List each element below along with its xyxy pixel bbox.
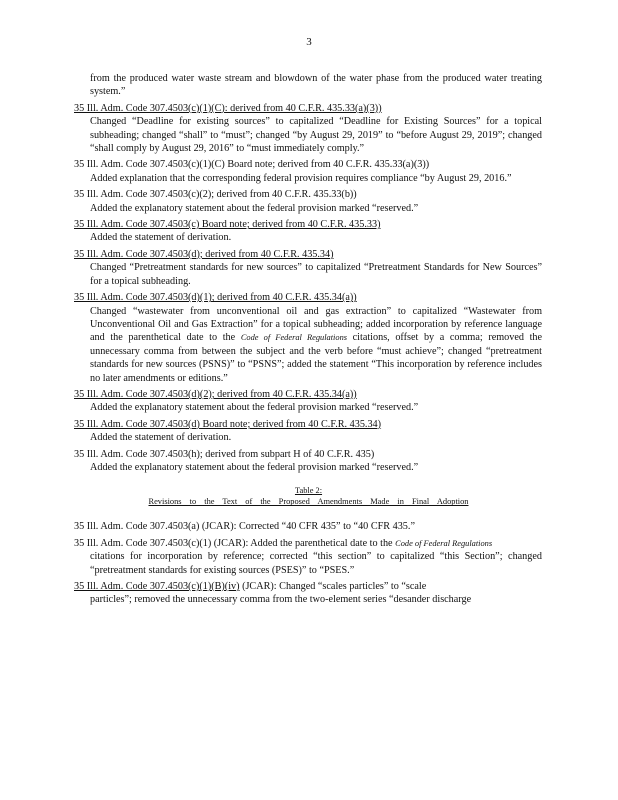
entry-text: Changed “Pretreatment standards for new sources” to capitalized “Pretreatment Standards for New Sources” for a topical subheading. <box>90 262 542 287</box>
entry-heading-text: 35 Ill. Adm. Code 307.4503(c)(1) (JCAR): Added the parenthetical date to the <box>74 537 393 549</box>
cfr-italic: Code of Federal Regulations <box>395 538 493 548</box>
continuation-text: from the produced water waste stream and blowdown of the water phase from the produced water treating system.” <box>90 73 542 98</box>
entry2-c1Biv <box>0 580 618 607</box>
entry-heading <box>0 537 618 550</box>
table-title: Revisions to the Text of the Proposed Amendments Made in Final Adoption <box>148 497 469 507</box>
entry-heading: 35 Ill. Adm. Code 307.4503(d)(2); derived from 40 C.F.R. 435.34(a)) <box>74 388 357 400</box>
entry-heading-citation: 35 Ill. Adm. Code 307.4503(c)(1)(B)(iv) <box>74 581 240 592</box>
entry-text-part: citations, offset by a comma; removed the unnecessary comma from between the subject and the verb before “must achieve”; changed “pretreatment standards for new sources (PSNS)” to “PSNS”; added the statement “This incorporation by reference includes no later amendments or editions.” <box>90 332 543 384</box>
entry-d2 <box>0 388 618 415</box>
table-caption <box>0 485 618 508</box>
table-number: Table 2: <box>294 486 323 496</box>
entry-heading <box>0 580 618 593</box>
entry-heading: 35 Ill. Adm. Code 307.4503(d) Board note; derived from 40 C.F.R. 435.34) <box>74 418 382 430</box>
entry-text: Added the explanatory statement about the federal provision marked “reserved.” <box>90 202 419 214</box>
continuation-paragraph <box>0 72 618 99</box>
page-number: 3 <box>306 36 312 48</box>
entry2-c1 <box>0 537 618 577</box>
entry-d1 <box>0 291 618 385</box>
entry-c1C-board-note <box>0 158 618 185</box>
entry-heading: 35 Ill. Adm. Code 307.4503(d); derived from 40 C.F.R. 435.34) <box>74 248 334 260</box>
entry-text-part: Changed “wastewater from unconventional oil and gas extraction” to capitalized “Wastewater from Unconventional Oil and Gas Extraction” for a topical subheading; added incorporation by reference language and the parenthetical date to the <box>90 305 542 344</box>
entry-text: Added the explanatory statement about the federal provision marked “reserved.” <box>90 402 419 414</box>
entry-heading: 35 Ill. Adm. Code 307.4503(c)(1)(C) Board note; derived from 40 C.F.R. 435.33(a)(3)) <box>74 159 430 171</box>
entry-c1C <box>0 102 618 156</box>
entry-heading: 35 Ill. Adm. Code 307.4503(c)(1)(C): derived from 40 C.F.R. 435.33(a)(3)) <box>74 102 382 114</box>
entry-text: Changed “Deadline for existing sources” to capitalized “Deadline for Existing Sources” for a topical subheading; changed “shall” to “must”; changed “by August 29, 2019” to “before August 29, 2019”; changed “shall comply by August 29, 2016” to “must immediately comply.” <box>90 116 542 155</box>
entry-text <box>0 305 618 385</box>
entry-c2 <box>0 188 618 215</box>
entry-text: citations for incorporation by reference; corrected “this section” to capitalized “this Section”; changed “pretreatment standards for existing sources (PSES)” to “PSES.” <box>90 551 542 576</box>
entry-heading: 35 Ill. Adm. Code 307.4503(a) (JCAR): Corrected “40 CFR 435” to “40 CFR 435.” <box>74 521 415 533</box>
entry-heading-text: (JCAR): Changed “scales particles” to “scale <box>242 581 427 592</box>
entry-heading: 35 Ill. Adm. Code 307.4503(h); derived from subpart H of 40 C.F.R. 435) <box>74 448 375 460</box>
entry-text: particles”; removed the unnecessary comma from the two-element series “desander discharge <box>90 594 472 606</box>
entry-text: Added the explanatory statement about the federal provision marked “reserved.” <box>90 461 419 473</box>
entry-text: Added the statement of derivation. <box>90 432 232 444</box>
entry2-a <box>0 520 618 533</box>
entry-heading: 35 Ill. Adm. Code 307.4503(d)(1); derived from 40 C.F.R. 435.34(a)) <box>74 292 357 304</box>
entry-text: Added the statement of derivation. <box>90 232 232 244</box>
document-body <box>0 72 618 610</box>
entry-heading: 35 Ill. Adm. Code 307.4503(c) Board note; derived from 40 C.F.R. 435.33) <box>74 219 381 231</box>
cfr-italic: Code of Federal Regulations <box>240 333 348 343</box>
entry-h <box>0 448 618 475</box>
entry-heading: 35 Ill. Adm. Code 307.4503(c)(2); derived from 40 C.F.R. 435.33(b)) <box>74 189 357 201</box>
entry-d <box>0 248 618 288</box>
entry-d-board-note <box>0 418 618 445</box>
entry-text: Added explanation that the corresponding federal provision requires compliance “by August 29, 2016.” <box>90 172 512 184</box>
entry-c-board-note <box>0 218 618 245</box>
